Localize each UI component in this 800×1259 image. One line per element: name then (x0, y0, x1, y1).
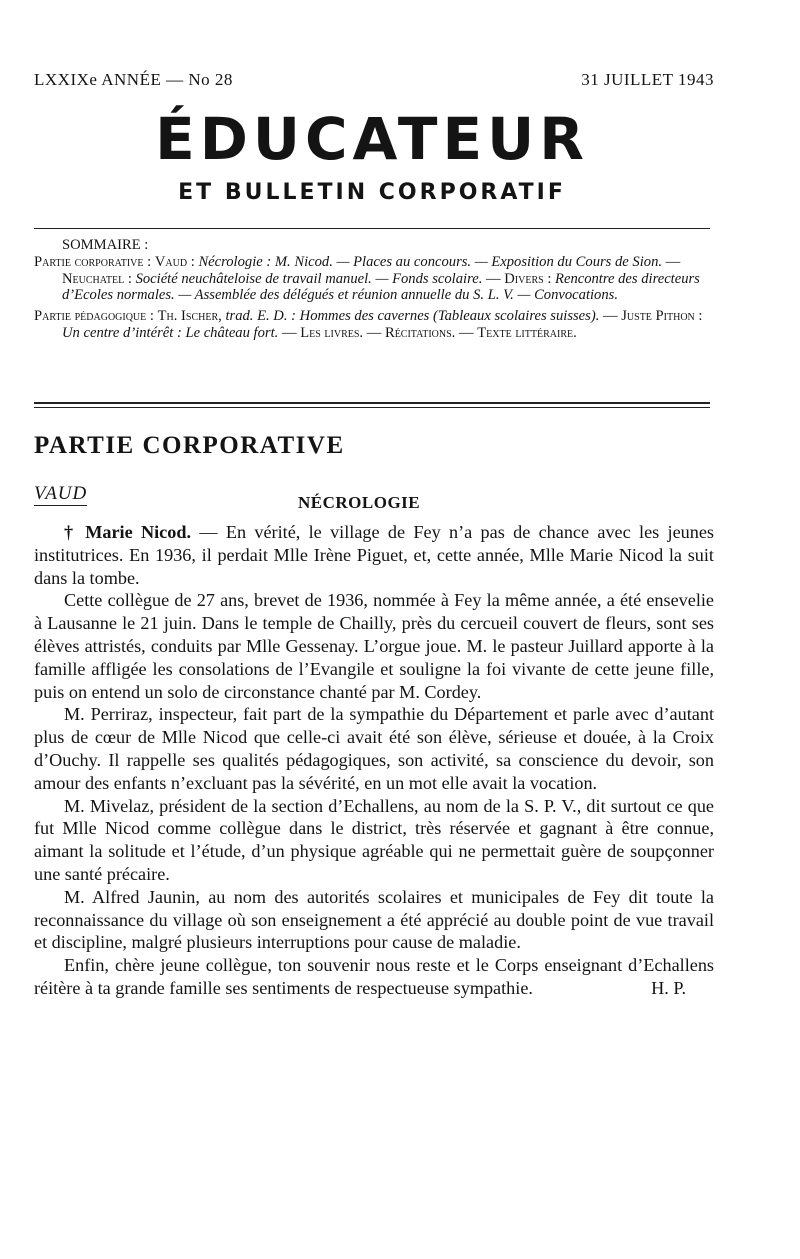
summary-corporative-label: Partie corporative : (34, 253, 152, 270)
deceased-name: † Marie Nicod. (64, 522, 191, 542)
summary-vaud-label: Vaud : (154, 253, 195, 270)
journal-title: ÉDUCATEUR (155, 105, 589, 173)
summary-divers-items: Rencontre des directeurs d’Ecoles normales. — Assemblée des délégués et réunion annuelle du S. L. V. — Convocations. (62, 270, 700, 304)
article-paragraph-2: Cette collègue de 27 ans, brevet de 1936, nommée à Fey la même année, a été ensevelie à Lausanne le 21 juin. Dans le temple de Chailly, près du cercueil couvert de fleurs, sont ses élèves attristés, conduits par Mlle Gessenay. L’orgue joue. M. le pasteur Juillard apporte à la famille affligée les consolations de l’Evangile et souligne la foi vivante de cette jeune fille, puis on entend un solo de circonstance chanté par M. Cordey. (34, 590, 714, 702)
summary-corporative: Partie corporative : Vaud : Nécrologie : M. Nicod. — Places au concours. — Exposition du Cours de Sion. — Neuchatel : Société neuchâteloise de travail manuel. — Fonds scolaire. — Divers : Rencontre des directeurs d’Ecoles normales. — Assemblée des délégués et réunion annuelle du S. L. V. — Convocations. (34, 253, 700, 304)
issue-date: 31 JUILLET 1943 (581, 70, 714, 89)
article-paragraph-6: Enfin, chère jeune collègue, ton souvenir nous reste et le Corps enseignant d’Echallens réitère à ta grande famille ses sentiments de respectueuse sympathie. H. P. (34, 955, 714, 998)
summary-heading: SOMMAIRE : (62, 237, 149, 253)
section-title: PARTIE CORPORATIVE (34, 432, 345, 459)
rubric-heading: NÉCROLOGIE (298, 493, 421, 512)
header-divider (34, 228, 710, 229)
journal-subtitle: ET BULLETIN CORPORATIF (178, 180, 566, 205)
summary-pithon-title: Un centre d’intérêt : Le château fort. (62, 324, 279, 341)
table-of-contents (34, 237, 710, 342)
summary-vaud-items: Nécrologie : M. Nicod. — Places au concours. — Exposition du Cours de Sion. (198, 253, 663, 270)
summary-ischer-trad: trad. E. D. : (225, 308, 297, 325)
summary-livres: Les livres. (300, 324, 364, 341)
article-paragraph-4: M. Mivelaz, président de la section d’Echallens, au nom de la S. P. V., dit surtout ce que fut Mlle Nicod comme collègue dans le district, très réservée et gagnant à être connue, aimant la solitude et l’étude, d’un physique agréable qui ne permettait guère de soupçonner une santé précaire. (34, 795, 714, 884)
article-paragraph-3: M. Perriraz, inspecteur, fait part de la sympathie du Département et parle avec d’autant plus de cœur de Mlle Nicod que celle-ci avait été son élève, sérieuse et douée, à la Croix d’Ouchy. Il rappelle ses qualités pédagogiques, son activité, sa conscience du devoir, son amour des enfants n’excluant pas la sévérité, en un mot elle avait la vocation. (34, 704, 714, 793)
summary-ischer: Th. Ischer, (157, 308, 222, 325)
article-paragraph-1: † Marie Nicod. — En vérité, le village de Fey n’a pas de chance avec les jeunes institutrices. En 1936, il perdait Mlle Irène Piguet, et, cette année, Mlle Marie Nicod la suit dans la tombe. (34, 522, 715, 588)
summary-neuchatel-label: Neuchatel : (62, 270, 132, 287)
summary-divider (34, 402, 710, 408)
summary-divers-label: Divers : (504, 270, 552, 287)
summary-pedagogique: Partie pédagogique : Th. Ischer, trad. E. D. : Hommes des cavernes (Tableaux scolaires suisses). — Juste Pithon : Un centre d’intérêt : Le château fort. — Les livres. — Récitations. — Texte littéraire. (34, 308, 703, 341)
summary-texte: Texte littéraire. (477, 324, 577, 341)
article-signature: H. P. (651, 977, 686, 998)
article-body (34, 521, 714, 1000)
summary-ischer-title: Hommes des cavernes (Tableaux scolaires suisses). (299, 308, 600, 325)
article-paragraph-5: M. Alfred Jaunin, au nom des autorités scolaires et municipales de Fey dit toute la reconnaissance du village où son enseignement a été apprécié au double point de vue travail et discipline, malgré plusieurs interruptions pour cause de maladie. (34, 886, 714, 953)
summary-pedagogique-label: Partie pédagogique : (34, 308, 154, 325)
issue-number: LXXIXe ANNÉE — No 28 (34, 70, 233, 89)
region-heading: VAUD (34, 483, 88, 504)
summary-pithon: Juste Pithon : (621, 308, 703, 325)
summary-neuchatel-items: Société neuchâteloise de travail manuel. — Fonds scolaire. (135, 270, 483, 287)
summary-recitations: Récitations. (384, 324, 456, 341)
